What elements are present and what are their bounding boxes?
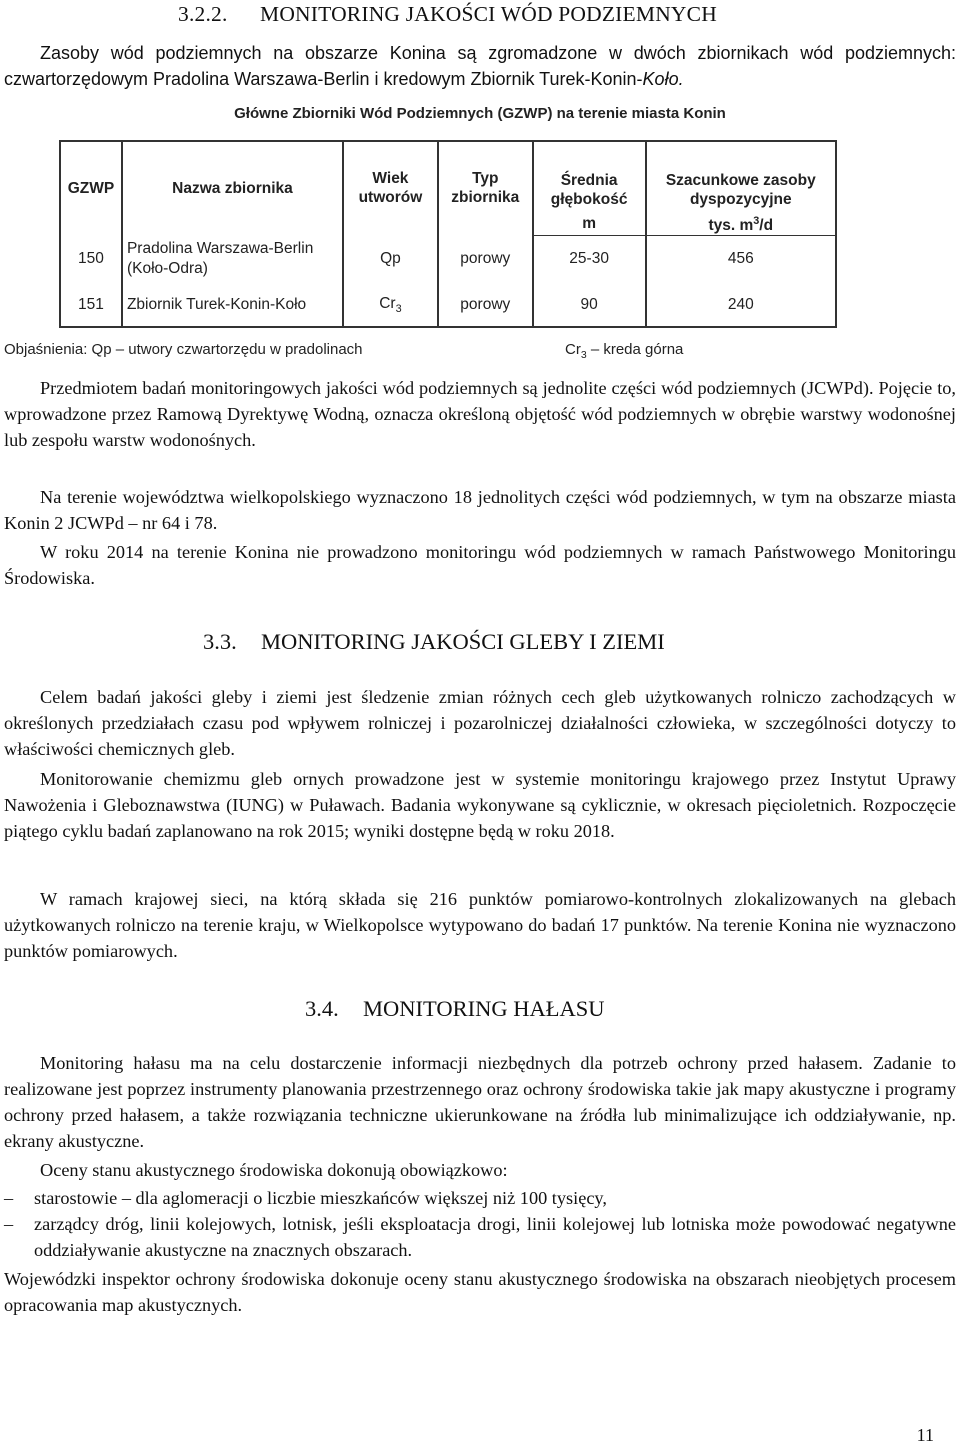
paragraph: Przedmiotem badań monitoringowych jakości wód podziemnych są jednolite części wód podziemnych (JCWPd). Pojęcie to, wprowadzone przez Ramową Dyrektywę Wodną, oznacza określoną objętość wód podziemnych w obrębie warstwy wodonośnej lub zespołu warstw wodonośnych.: [4, 378, 956, 450]
cell-name: Pradolina Warszawa-Berlin (Koło-Odra): [122, 235, 343, 283]
section-heading-3-4: [305, 996, 604, 1022]
cell-resources: 240: [646, 283, 836, 327]
header-name: Nazwa zbiornika: [122, 141, 343, 235]
paragraph: W ramach krajowej sieci, na którą składa się 216 punktów pomiarowo-kontrolnych zlokalizowanych na glebach użytkowanych rolniczo na terenie kraju, w Wielkopolsce wytypowano do badań 17 punktów. Na terenie Konina nie wyznaczono punktów pomiarowych.: [4, 889, 956, 961]
cell-type: porowy: [438, 283, 533, 327]
paragraph: Wojewódzki inspektor ochrony środowiska dokonuje oceny stanu akustycznego środowiska na obszarach nieobjętych procesem opracowania map akustycznych.: [4, 1269, 956, 1315]
legend-qp: Objaśnienia: Qp – utwory czwartorzędu w pradolinach: [4, 341, 363, 358]
section-heading-3-3: [203, 629, 665, 655]
table-row: [60, 235, 836, 283]
section-title: MONITORING JAKOŚCI GLEBY I ZIEMI: [261, 629, 665, 654]
unit-depth: m: [533, 211, 646, 235]
section-number: 3.3.: [203, 629, 237, 654]
header-depth: Średnia głębokość: [533, 141, 646, 211]
cell-resources: 456: [646, 235, 836, 283]
dash-bullet: –: [4, 1188, 14, 1208]
table-header-row: [60, 141, 836, 211]
section-number: 3.4.: [305, 996, 339, 1021]
paragraph: Monitoring hałasu ma na celu dostarczenie informacji niezbędnych dla potrzeb ochrony przed hałasem. Zadanie to realizowane jest poprzez instrumenty planowania przestrzennego oraz ochrony środowiska takie jak mapy akustyczne i programy ochrony przed hałasem, a także rozwiązania techniczne ukierunkowane na źródła lub minimalizujące ich oddziaływanie, np. ekrany akustyczne.: [4, 1053, 956, 1151]
table-caption: Główne Zbiorniki Wód Podziemnych (GZWP) na terenie miasta Konin: [234, 105, 726, 122]
paragraph: Oceny stanu akustycznego środowiska dokonują obowiązkowo:: [40, 1160, 508, 1180]
header-age: Wiek utworów: [343, 141, 438, 235]
header-type: Typ zbiornika: [438, 141, 533, 235]
cell-age: $Cr_3$: [343, 283, 438, 327]
header-resources: Szacunkowe zasoby dyspozycyjne: [646, 141, 836, 211]
paragraph: Celem badań jakości gleby i ziemi jest śledzenie zmian różnych cech gleb użytkowanych rolniczo zachodzących w określonych przedziałach czasu pod wpływem rolniczej i pozarolniczej działalności człowieka, w szczególności dotyczy to właściwości chemicznych gleb.: [4, 687, 956, 759]
table-row: [60, 283, 836, 327]
gzwp-table: [59, 140, 837, 328]
intro-text: Zasoby wód podziemnych na obszarze Konina są zgromadzone w dwóch zbiornikach wód podziemnych: czwartorzędowym Pradolina Warszawa-Berlin i kredowym Zbiornik Turek-Konin-: [4, 43, 956, 89]
header-gzwp: GZWP: [60, 141, 122, 235]
cell-gzwp: 150: [60, 235, 122, 283]
legend-cr3: $Cr_3$ – kreda górna: [565, 341, 684, 361]
intro-italic: Koło.: [642, 69, 684, 89]
paragraph: Na terenie województwa wielkopolskiego wyznaczono 18 jednolitych części wód podziemnych, w tym na obszarze miasta Konin 2 JCWPd – nr 64 i 78.: [4, 487, 956, 533]
cell-name: Zbiornik Turek-Konin-Koło: [122, 283, 343, 327]
section-heading-3-2-2: [178, 2, 717, 27]
list-item: – zarządcy dróg, linii kolejowych, lotnisk, jeśli eksploatacja drogi, linii kolejowej lub lotniska może powodować negatywne oddziaływanie akustyczne na znacznych obszarach.: [4, 1211, 956, 1263]
cell-depth: 25-30: [533, 235, 646, 283]
cell-gzwp: 151: [60, 283, 122, 327]
cell-type: porowy: [438, 235, 533, 283]
obligated-entities-list: [4, 1185, 956, 1263]
cell-age: Qp: [343, 235, 438, 283]
section-title: MONITORING HAŁASU: [363, 996, 605, 1021]
paragraph: Monitorowanie chemizmu gleb ornych prowadzone jest w systemie monitoringu krajowego przez Instytut Uprawy Nawożenia i Gleboznawstwa (IUNG) w Puławach. Badania wykonywane są cyklicznie, w okresach pięcioletnich. Rozpoczęcie piątego cyklu badań zaplanowano na rok 2015; wyniki dostępne będą w roku 2018.: [4, 769, 956, 841]
list-item: – starostowie – dla aglomeracji o liczbie mieszkańców większej niż 100 tysięcy,: [4, 1185, 956, 1211]
cell-depth: 90: [533, 283, 646, 327]
section-number: 3.2.2.: [178, 2, 228, 26]
unit-resources: tys. $m^3/d$: [646, 211, 836, 235]
intro-paragraph: [4, 40, 956, 92]
section-title: MONITORING JAKOŚCI WÓD PODZIEMNYCH: [260, 2, 717, 26]
page-number: 11: [916, 1425, 934, 1445]
dash-bullet: –: [4, 1214, 14, 1234]
paragraph: W roku 2014 na terenie Konina nie prowadzono monitoringu wód podziemnych w ramach Państwowego Monitoringu Środowiska.: [4, 542, 956, 588]
